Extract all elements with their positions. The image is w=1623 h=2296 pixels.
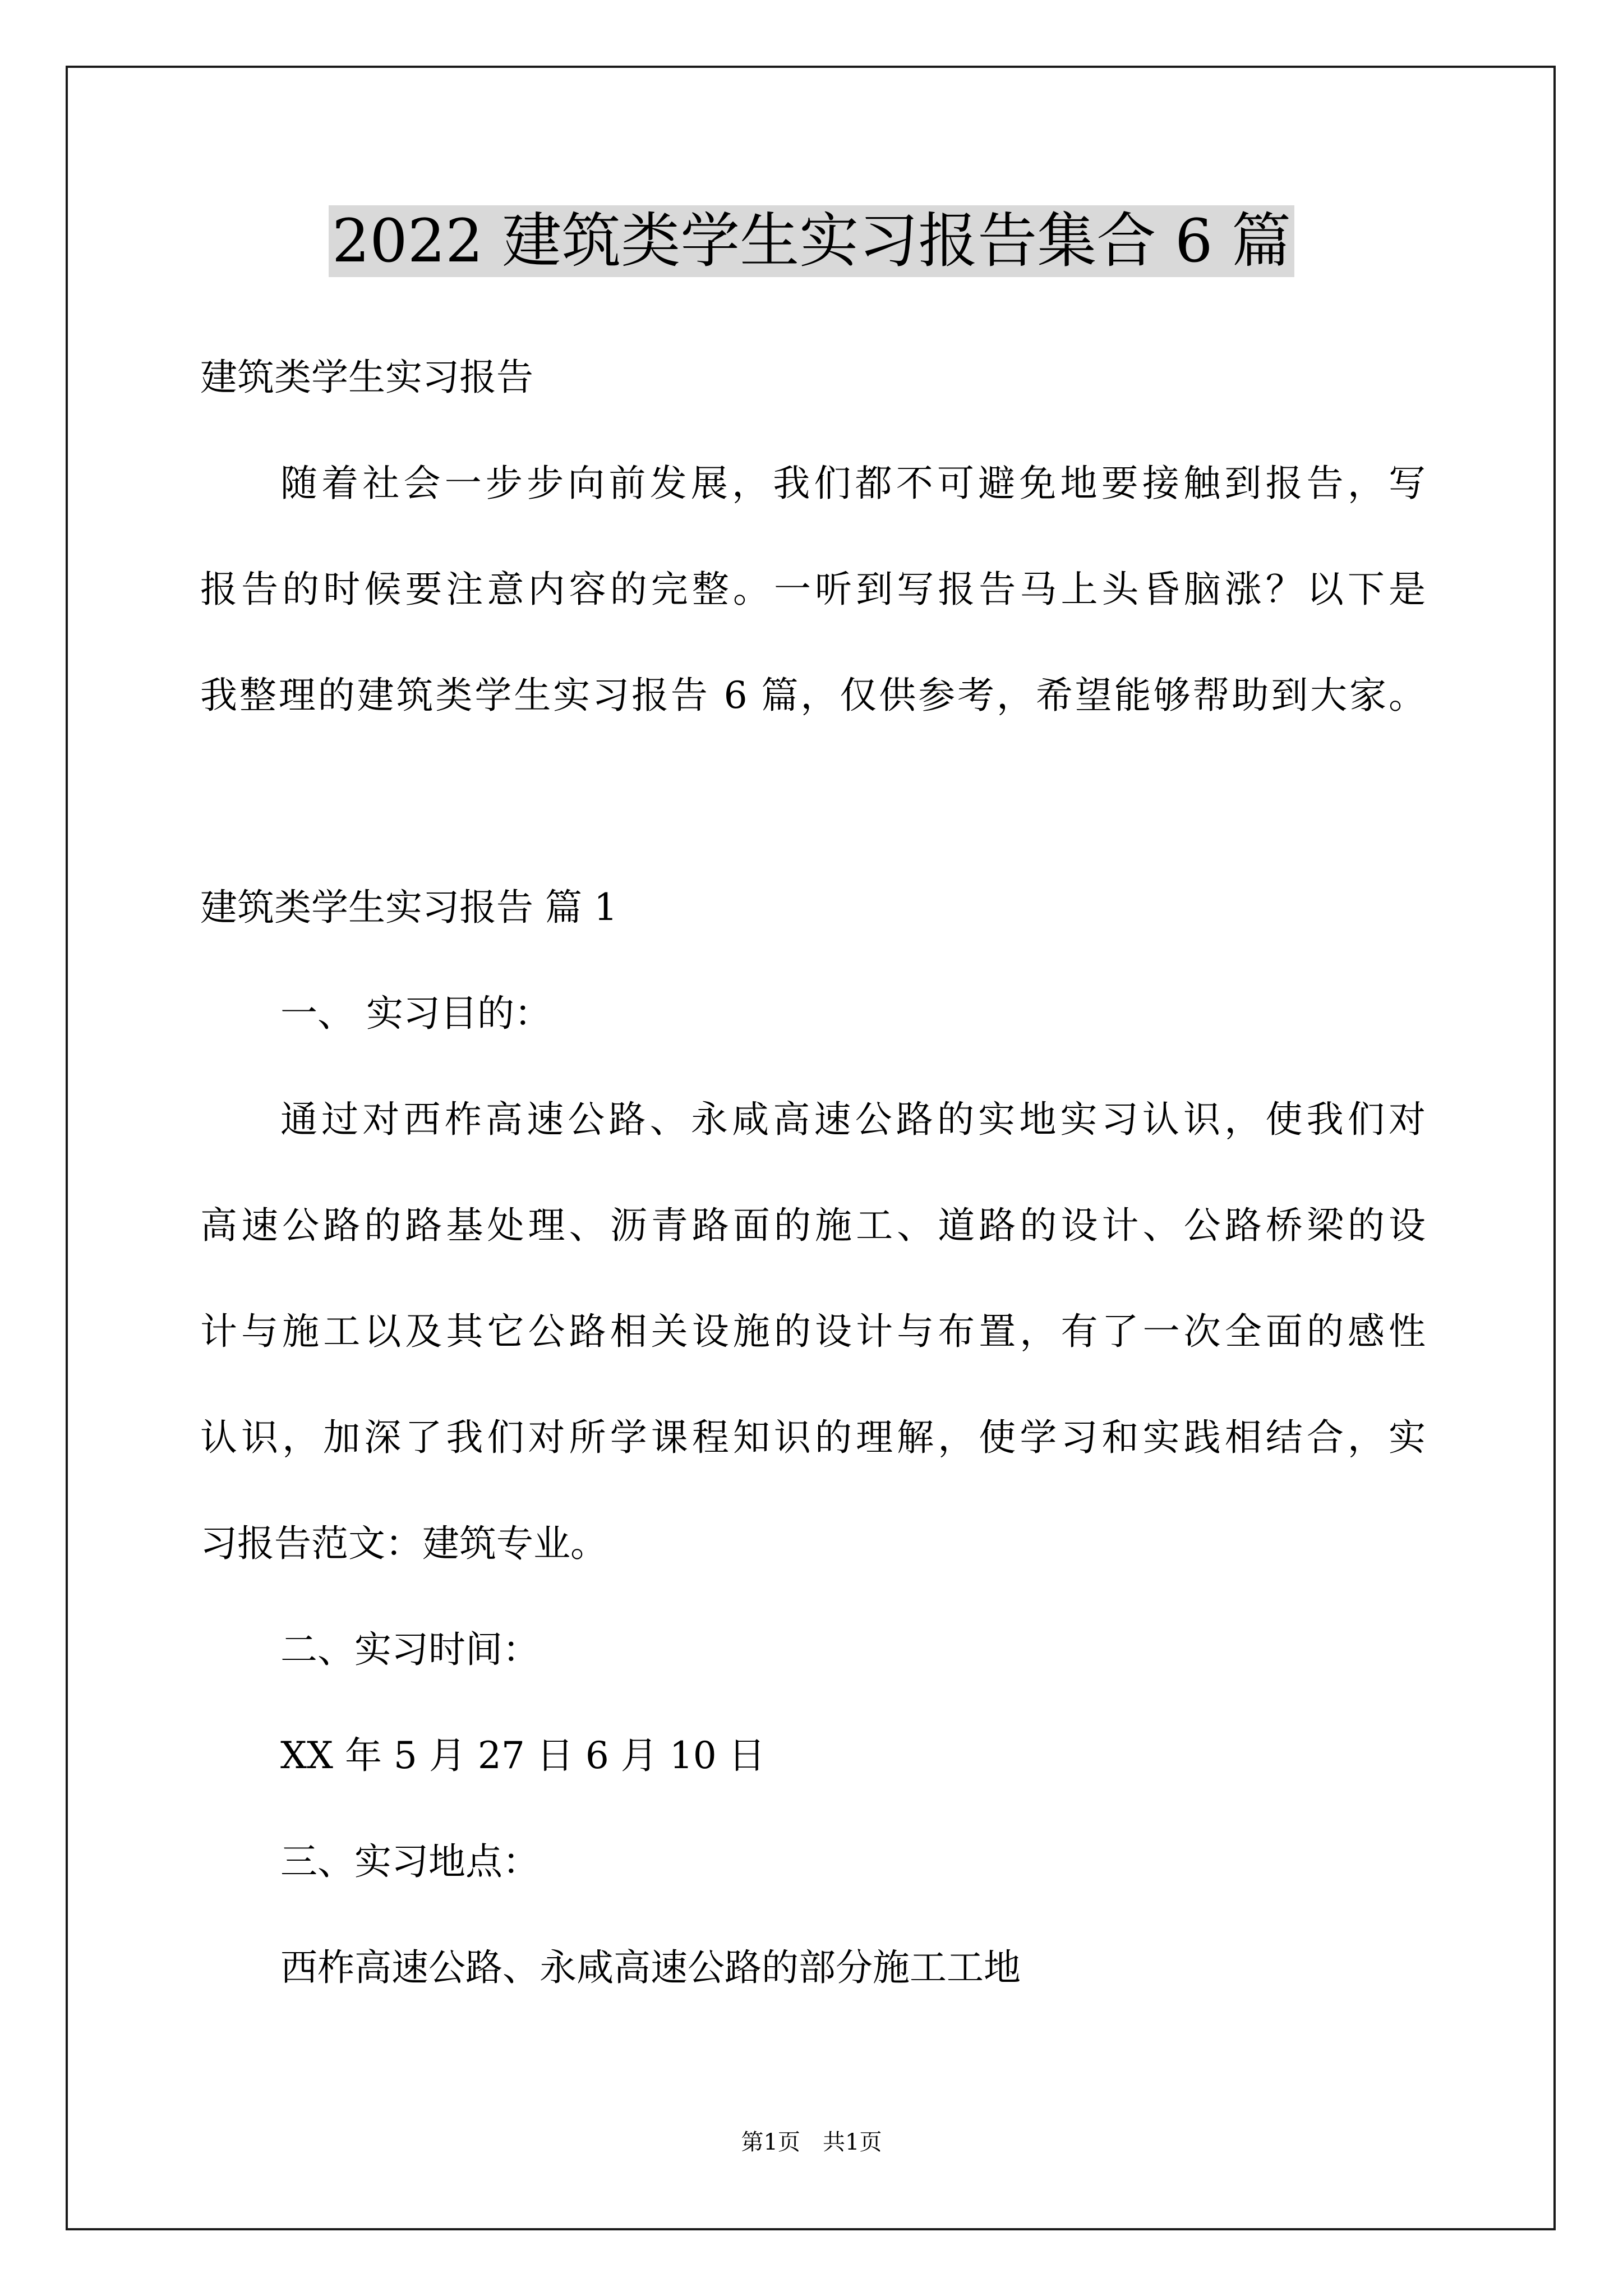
section-heading: 二、实习时间： bbox=[280, 1628, 540, 1671]
paragraph-line: XX 年 5 月 27 日 6 月 10 日 bbox=[280, 1734, 766, 1777]
intro-heading: 建筑类学生实习报告 bbox=[200, 356, 533, 399]
paragraph-line: 西柞高速公路、永咸高速公路的部分施工工地 bbox=[280, 1946, 1021, 1989]
paragraph-line: 随着社会一步步向前发展，我们都不可避免地要接触到报告，写 bbox=[280, 462, 1426, 505]
section-heading: 一、 实习目的： bbox=[280, 992, 551, 1035]
section-heading: 三、实习地点： bbox=[280, 1840, 540, 1883]
paragraph-line: 高速公路的路基处理、沥青路面的施工、道路的设计、公路桥梁的设 bbox=[200, 1204, 1426, 1247]
paragraph-line: 报告的时候要注意内容的完整。一听到写报告马上头昏脑涨？以下是 bbox=[200, 568, 1426, 611]
document-title: 2022 建筑类学生实习报告集合 6 篇 bbox=[329, 205, 1294, 277]
page-footer: 第1页 共1页 bbox=[741, 2129, 882, 2155]
paragraph-line: 我整理的建筑类学生实习报告 6 篇，仅供参考，希望能够帮助到大家。 bbox=[200, 674, 1426, 717]
paragraph-line: 认识，加深了我们对所学课程知识的理解，使学习和实践相结合，实 bbox=[200, 1416, 1426, 1459]
paragraph-line: 计与施工以及其它公路相关设施的设计与布置，有了一次全面的感性 bbox=[200, 1310, 1426, 1353]
document-body bbox=[200, 324, 1426, 2021]
title-container bbox=[0, 205, 1623, 277]
paragraph-line: 习报告范文：建筑专业。 bbox=[200, 1522, 607, 1565]
part-heading: 建筑类学生实习报告 篇 1 bbox=[200, 886, 617, 929]
blank-line bbox=[200, 748, 1426, 854]
paragraph-line: 通过对西柞高速公路、永咸高速公路的实地实习认识，使我们对 bbox=[280, 1098, 1426, 1141]
